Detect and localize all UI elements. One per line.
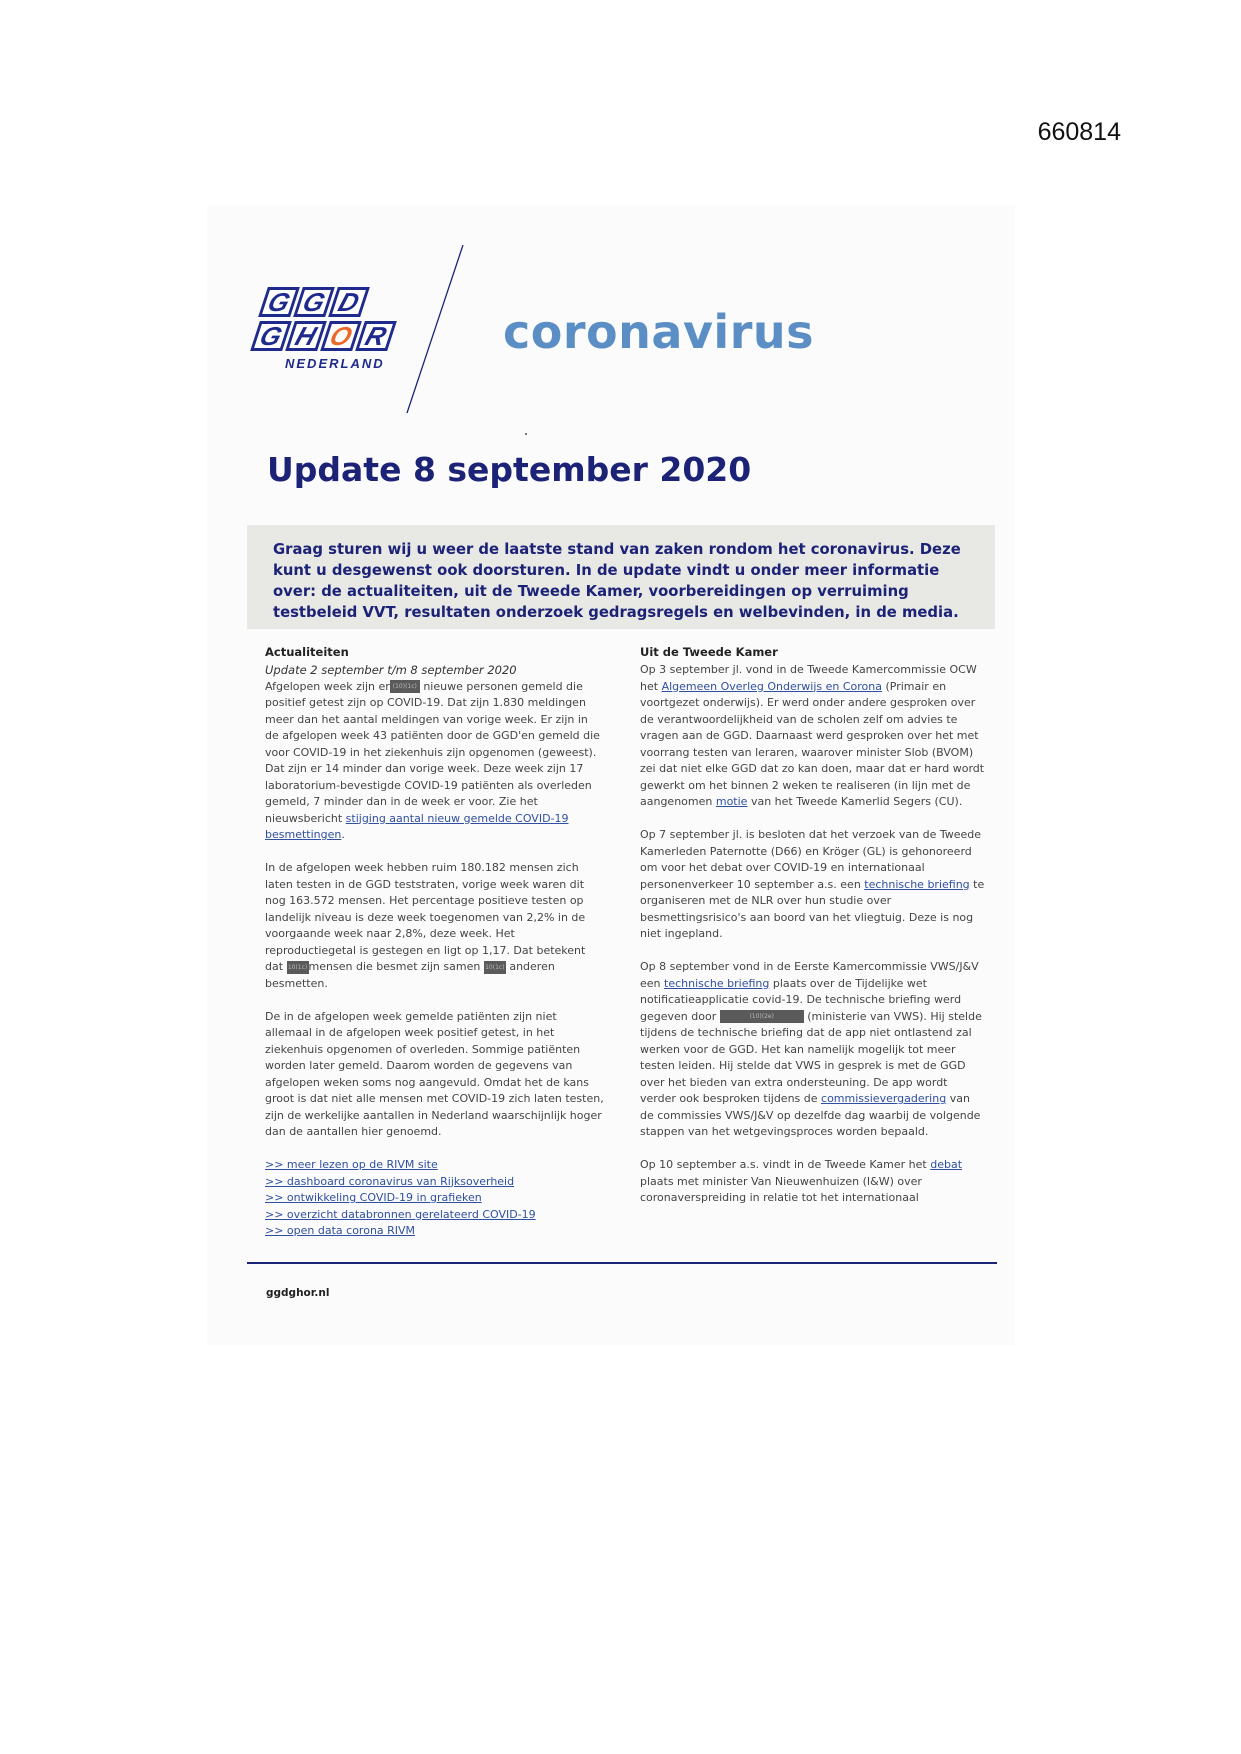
link-commissievergadering[interactable]: commissievergadering bbox=[821, 1092, 947, 1105]
intro-text: Graag sturen wij u weer de laatste stand van zaken rondom het coronavirus. Deze kunt u desgewenst ook doorsturen. In de update vindt u onder meer informatie over: de actualiteiten, uit de Tweede Kamer, voorbereidingen op verruiming testbeleid VVT, resultaten onderzoek gedragsregels en welbevinden, in de media. bbox=[273, 541, 961, 621]
intro-box bbox=[247, 525, 995, 629]
paragraph-reporting: De in de afgelopen week gemelde patiënten zijn niet allemaal in de afgelopen week positief getest, in het ziekenhuis opgenomen of overleden. Sommige patiënten worden later gemeld. Daarom worden de gegevens van afgelopen weken soms nog aangevuld. Omdat het de kans groot is dat niet alle mensen met COVID-19 zich laten testen, zijn de werkelijke aantallen in Nederland waarschijnlijk hoger dan de aantallen hier genoemd. bbox=[265, 1009, 604, 1138]
section-heading-actualiteiten: Actualiteiten bbox=[265, 645, 349, 659]
decorative-dot bbox=[525, 433, 527, 435]
paragraph-eerste-kamer: Op 8 september vond in de Eerste Kamercommissie VWS/J&V een technische briefing plaats over de Tijdelijke wet notificatieapplicatie covid-19. De technische briefing werd gegeven door (10)(2e) (ministerie van VWS). Hij stelde tijdens de technische briefing dat de app niet ontlastend zal werken voor de GGD. Het kan namelijk mogelijk tot meer testen leiden. Hij stelde dat VWS in gesprek is met de GGD over het bieden van extra ondersteuning. De app wordt verder ook besproken tijdens de commissievergadering van de commissies VWS/J&V op dezelfde dag waarbij de volgende stappen van het wetgevingsproces worden bepaald. bbox=[640, 960, 982, 1138]
link-databronnen[interactable]: >> overzicht databronnen gerelateerd COVID-19 bbox=[265, 1207, 536, 1221]
link-debat[interactable]: debat bbox=[930, 1158, 963, 1171]
newsletter-page bbox=[207, 205, 1015, 1345]
paragraph-cases: Afgelopen week zijn er (10)(1c) nieuwe personen gemeld die positief getest zijn op COVID-19. Dat zijn 1.830 meldingen meer dan het aantal meldingen van vorige week. Er zijn in de afgelopen week 43 patiënten door de GGD'en gemeld die voor COVID-19 in het ziekenhuis zijn opgenomen (geweest). Dat zijn er 14 minder dan vorige week. Deze week zijn 17 laboratorium-bevestigde COVID-19 patiënten als overleden gemeld, 7 minder dan in de week er voor. Zie het nieuwsbericht stijging aantal nieuw gemelde COVID-19 besmettingen. bbox=[265, 679, 600, 841]
redaction-box: 10(1c) bbox=[484, 961, 506, 974]
link-grafieken[interactable]: >> ontwikkeling COVID-19 in grafieken bbox=[265, 1191, 482, 1204]
paragraph-briefing-nlr: Op 7 september jl. is besloten dat het verzoek van de Tweede Kamerleden Paternotte (D66) en Kröger (GL) is gehonoreerd om voor het debat over COVID-19 en internationaal personenverkeer 10 september a.s. een technische briefing te organiseren met de NLR over hun studie over besmettingsrisico's aan boord van het vliegtuig. Deze is nog niet ingepland. bbox=[640, 828, 985, 940]
resource-links bbox=[265, 1157, 605, 1240]
link-motie[interactable]: motie bbox=[715, 795, 748, 808]
link-algemeen-overleg[interactable]: Algemeen Overleg Onderwijs en Corona bbox=[661, 679, 882, 693]
left-column bbox=[265, 645, 605, 1240]
link-technische-briefing[interactable]: technische briefing bbox=[864, 877, 970, 891]
ggd-ghor-logo: G G D G H O R NEDERLAND bbox=[255, 287, 405, 387]
divider-slash-icon bbox=[405, 245, 465, 415]
link-rivm-site[interactable]: >> meer lezen op de RIVM site bbox=[265, 1158, 438, 1171]
paragraph-testing: In de afgelopen week hebben ruim 180.182 mensen zich laten testen in de GGD teststraten, vorige week waren dit nog 163.572 mensen. Het percentage positieve testen op landelijk niveau is deze week toegenomen van 2,2% in de voorgaande week naar 2,8%, deze week. Het reproductiegetal is gestegen en ligt op 1,17. Dat betekent dat 10(1c)mensen die besmet zijn samen 10(1c) anderen besmetten. bbox=[265, 861, 586, 990]
update-period: Update 2 september t/m 8 september 2020 bbox=[265, 663, 517, 677]
paragraph-debat: Op 10 september a.s. vindt in de Tweede Kamer het debat plaats met minister Van Nieuwenhuizen (I&W) over coronaverspreiding in relatie tot het internationaal bbox=[640, 1158, 963, 1204]
link-dashboard-rijksoverheid[interactable]: >> dashboard coronavirus van Rijksoverheid bbox=[265, 1174, 515, 1188]
footer-website: ggdghor.nl bbox=[266, 1287, 330, 1299]
section-heading-tweede-kamer: Uit de Tweede Kamer bbox=[640, 645, 778, 659]
paragraph-onderwijs: Op 3 september jl. vond in de Tweede Kamercommissie OCW het Algemeen Overleg Onderwijs en Corona (Primair en voortgezet onderwijs). Er werd onder andere gesproken over de verantwoordelijkheid van de scholen zelf om advies te vragen aan de GGD. Daarnaast werd gesproken over het met voorrang testen van leraren, waarover minister Slob (BVOM) zei dat niet elke GGD dat zo kan doen, maar dat er hard wordt gewerkt om het binnen 2 weken te realiseren (in lijn met de aangenomen motie van het Tweede Kamerlid Segers (CU). bbox=[640, 663, 985, 808]
link-stijging-besmettingen[interactable]: stijging aantal nieuw gemelde COVID-19 besmettingen bbox=[265, 811, 569, 841]
document-id: 660814 bbox=[1037, 118, 1121, 146]
page-title: Update 8 september 2020 bbox=[267, 450, 752, 489]
right-column bbox=[640, 645, 985, 1223]
link-open-data[interactable]: >> open data corona RIVM bbox=[265, 1224, 416, 1237]
link-technische-briefing-2[interactable]: technische briefing bbox=[664, 976, 770, 990]
redaction-box: (10)(2e) bbox=[720, 1010, 804, 1023]
logo-subtitle: NEDERLAND bbox=[285, 356, 385, 371]
banner-title: coronavirus bbox=[503, 305, 815, 359]
footer-divider bbox=[247, 1262, 997, 1264]
redaction-box: 10(1c) bbox=[287, 961, 309, 974]
redaction-box: (10)(1c) bbox=[390, 680, 420, 693]
